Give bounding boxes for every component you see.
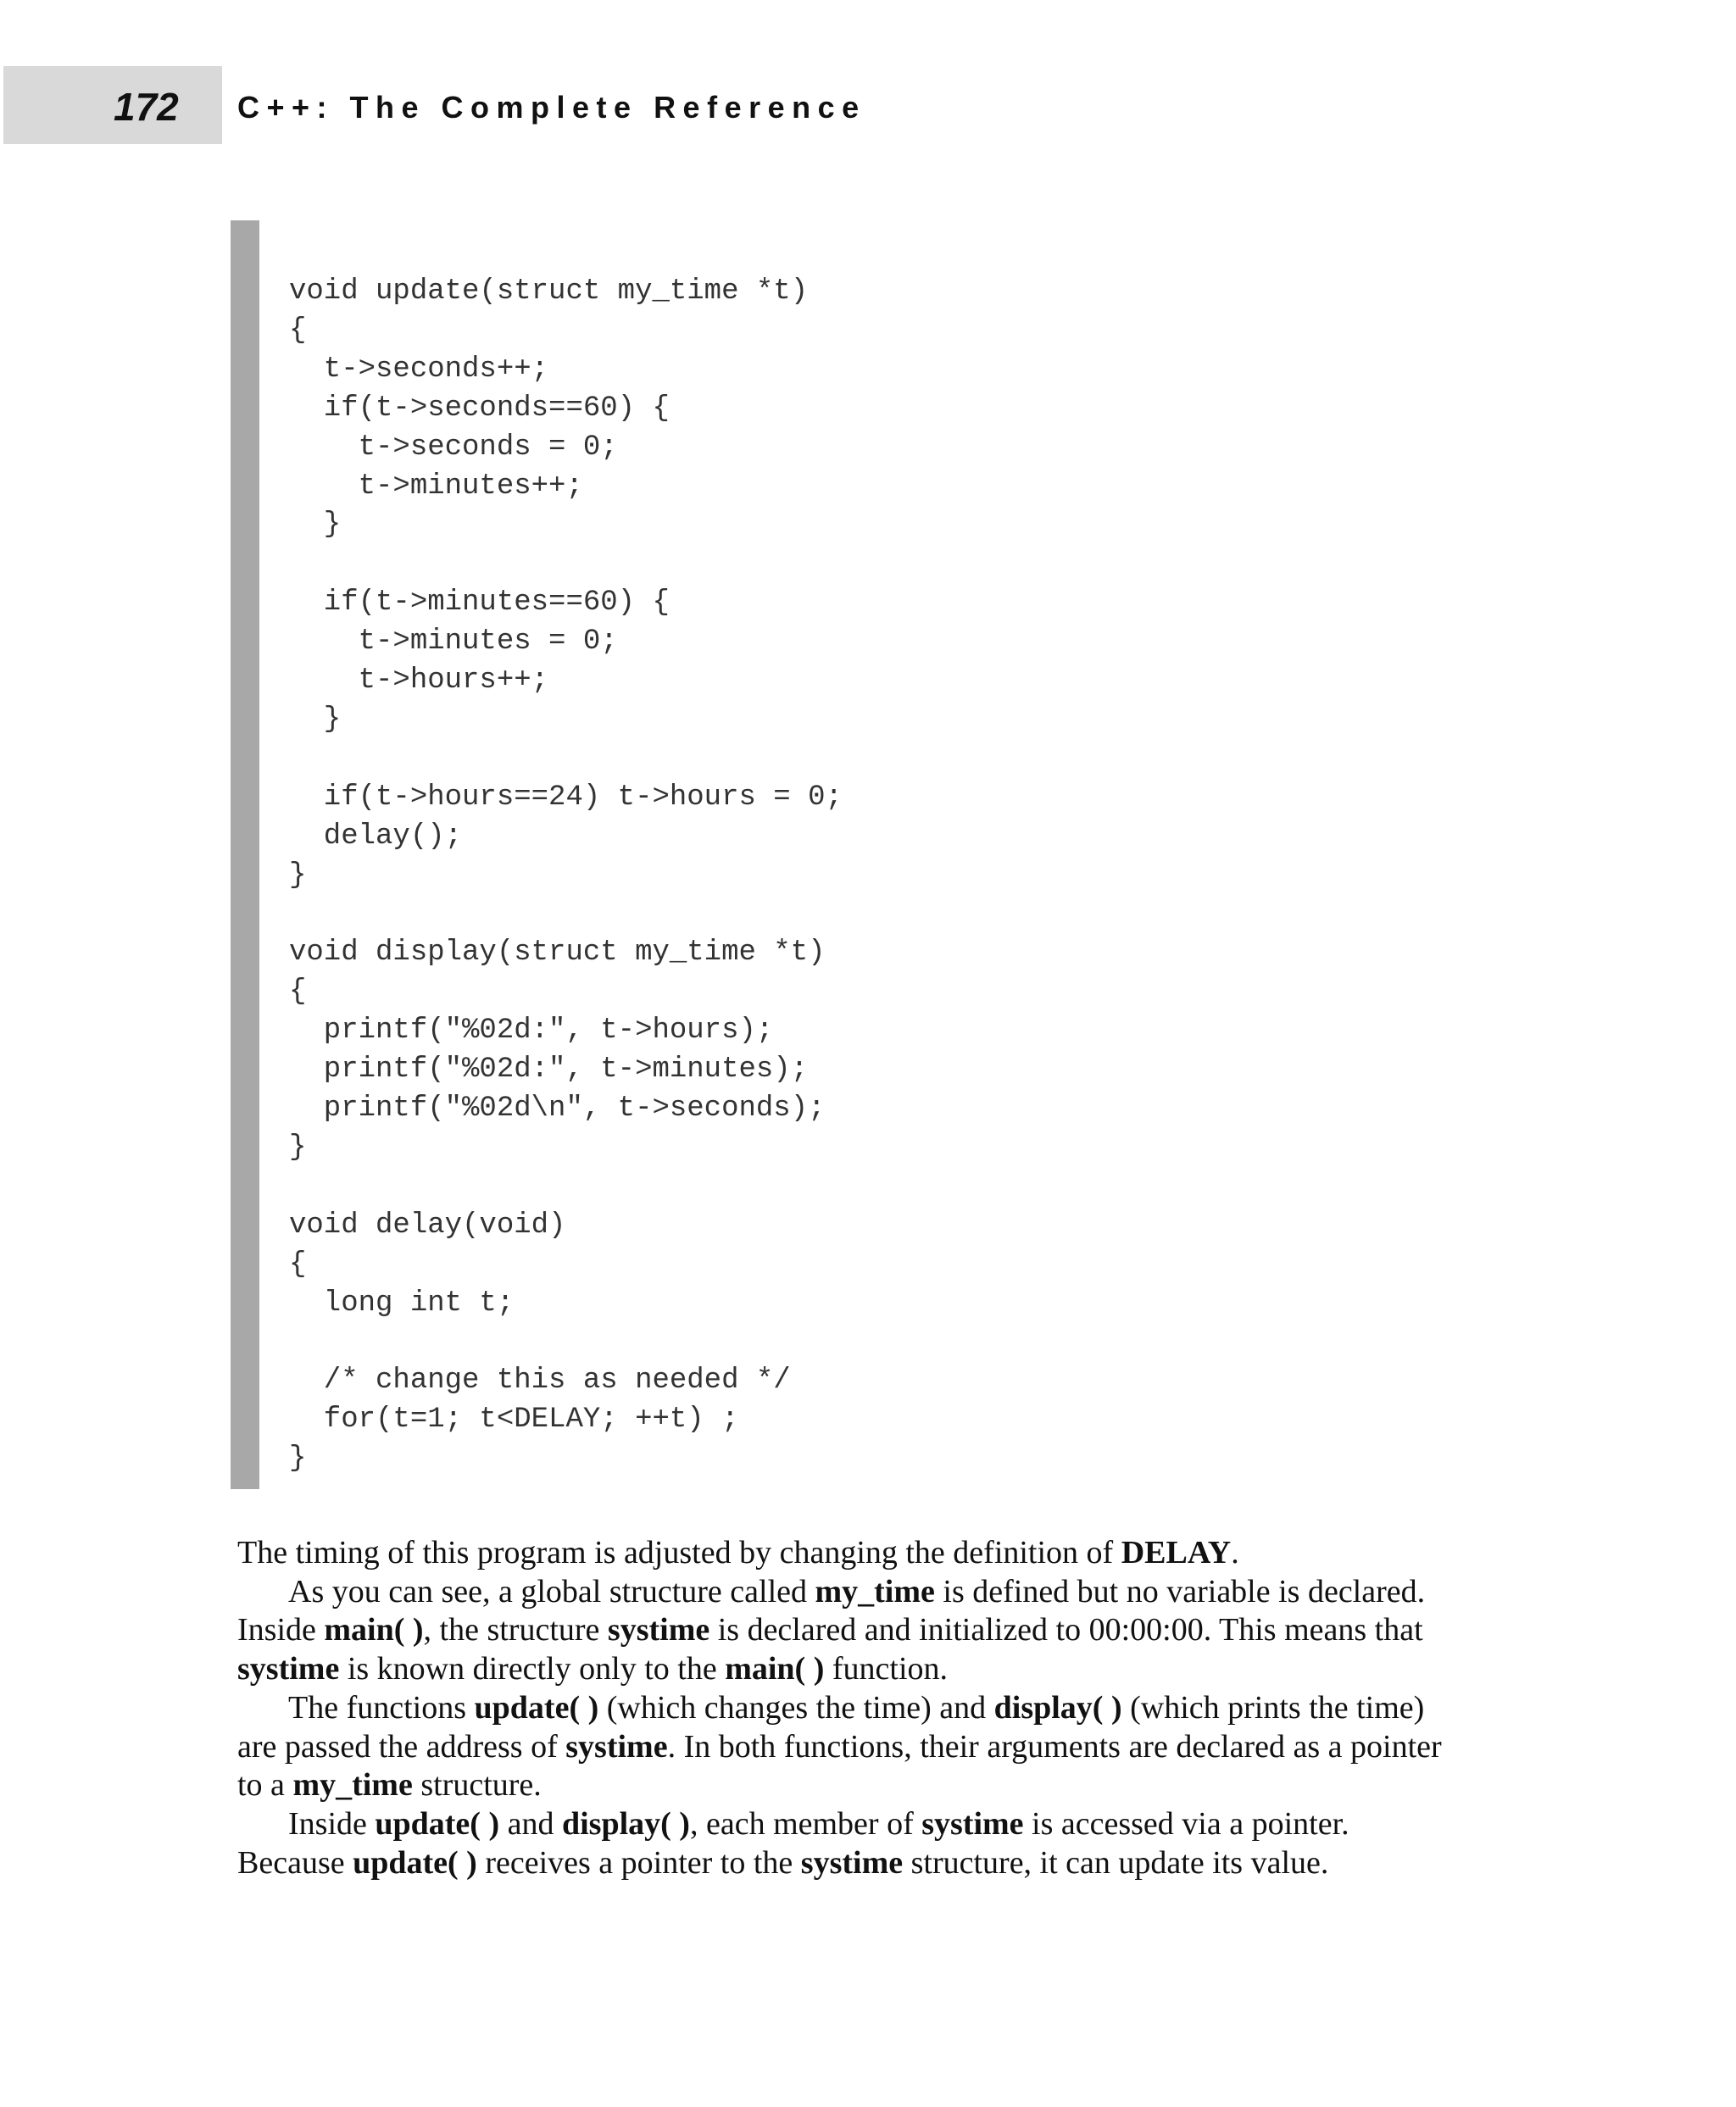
code-line: /* change this as needed */ [289, 1365, 791, 1398]
text-run: is defined but no variable is declared. Inside [237, 1573, 1426, 1648]
code-line: } [289, 859, 307, 892]
text-run: is declared and initialized to 00:00:00. This means that [709, 1612, 1423, 1648]
bold-term: display( ) [561, 1805, 690, 1842]
code-line: for(t=1; t<DELAY; ++t) ; [289, 1404, 739, 1437]
bold-term: my_time [815, 1573, 935, 1609]
code-line: void update(struct my_time *t) [289, 275, 809, 308]
text-run: (which changes the time) and [598, 1689, 994, 1726]
bold-term: main( ) [725, 1651, 825, 1687]
code-line: printf("%02d:", t->minutes); [289, 1054, 809, 1087]
code-line: printf("%02d\n", t->seconds); [289, 1092, 826, 1126]
paragraph [237, 1534, 1458, 1573]
code-line: } [289, 1443, 307, 1476]
text-run: . [1231, 1535, 1239, 1571]
bold-term: update( ) [375, 1805, 500, 1842]
bold-term: systime [565, 1728, 668, 1765]
text-run: is accessed via a pointer. Because [237, 1805, 1349, 1881]
code-line: if(t->hours==24) t->hours = 0; [289, 781, 843, 814]
text-run: (which prints the time) are passed the address of [237, 1689, 1425, 1765]
code-line: void display(struct my_time *t) [289, 937, 826, 970]
bold-term: systime [607, 1612, 710, 1648]
bold-term: DELAY [1121, 1535, 1232, 1571]
bold-term: update( ) [353, 1844, 477, 1881]
code-line: { [289, 1248, 307, 1281]
text-run: and [499, 1805, 562, 1842]
text-run: . In both functions, their arguments are declared as a pointer to a [237, 1728, 1442, 1804]
text-run: structure. [412, 1767, 542, 1804]
bold-term: systime [237, 1651, 340, 1687]
text-run: function. [824, 1651, 948, 1687]
text-run: is known directly only to the [339, 1651, 726, 1687]
page-number-tab [3, 66, 222, 144]
code-line: printf("%02d:", t->hours); [289, 1015, 774, 1048]
bold-term: my_time [292, 1767, 413, 1804]
code-line: t->hours++; [289, 664, 549, 698]
code-line: void delay(void) [289, 1209, 566, 1242]
code-line: long int t; [289, 1287, 515, 1320]
code-line: t->minutes = 0; [289, 625, 618, 659]
text-run: , each member of [689, 1805, 922, 1842]
body-text [237, 1534, 1458, 1882]
code-line: } [289, 703, 342, 736]
running-head-title: C++: The Complete Reference [237, 90, 866, 125]
bold-term: update( ) [474, 1689, 599, 1726]
code-line: t->seconds++; [289, 353, 549, 386]
code-line: { [289, 976, 307, 1009]
text-run: structure, it can update its value. [903, 1844, 1329, 1881]
paragraph [237, 1805, 1458, 1882]
code-listing-sidebar [231, 220, 259, 1489]
bold-term: display( ) [993, 1689, 1122, 1726]
code-listing [289, 273, 843, 1479]
text-run: The timing of this program is adjusted by changing the definition of [237, 1535, 1121, 1571]
text-run: Inside [288, 1805, 376, 1842]
page-number: 172 [114, 85, 179, 129]
text-run: The functions [288, 1689, 475, 1726]
code-line: t->minutes++; [289, 470, 583, 503]
code-line: } [289, 509, 342, 542]
paragraph [237, 1689, 1458, 1805]
code-line: } [289, 1131, 307, 1164]
code-line: t->seconds = 0; [289, 431, 618, 464]
text-run: As you can see, a global structure called [288, 1573, 815, 1609]
paragraph [237, 1573, 1458, 1689]
code-line: if(t->seconds==60) { [289, 392, 670, 425]
bold-term: systime [800, 1844, 904, 1881]
code-line: if(t->minutes==60) { [289, 587, 670, 620]
text-run: , the structure [423, 1612, 608, 1648]
code-line: { [289, 314, 307, 347]
bold-term: systime [921, 1805, 1024, 1842]
code-line: delay(); [289, 820, 463, 853]
text-run: receives a pointer to the [476, 1844, 801, 1881]
bold-term: main( ) [324, 1612, 424, 1648]
